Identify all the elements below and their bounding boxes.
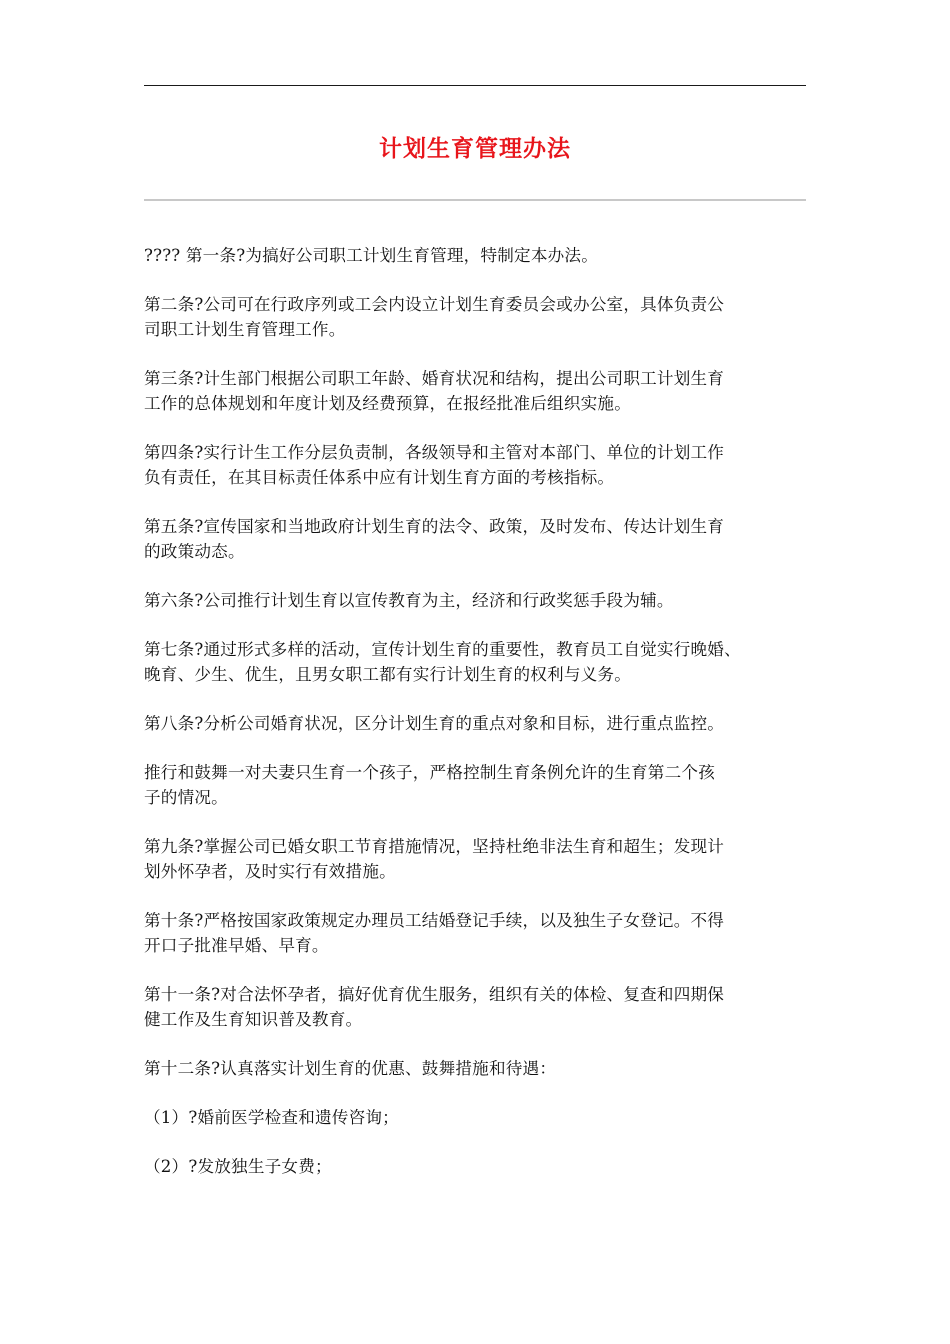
- paragraph-line: 第八条?分析公司婚育状况，区分计划生育的重点对象和目标，进行重点监控。: [144, 714, 725, 733]
- paragraph: [144, 834, 812, 884]
- paragraph-line: 晚育、少生、优生，且男女职工都有实行计划生育的权利与义务。: [144, 665, 632, 684]
- paragraph-line: 第三条?计生部门根据公司职工年龄、婚育状况和结构，提出公司职工计划生育: [144, 369, 725, 388]
- paragraph: [144, 366, 812, 416]
- top-rule: [144, 85, 806, 86]
- paragraph-line: 开口子批准早婚、早育。: [144, 936, 329, 955]
- paragraph: [144, 588, 812, 613]
- paragraph-line: 第十一条?对合法怀孕者，搞好优育优生服务，组织有关的体检、复查和四期保: [144, 985, 725, 1004]
- paragraph: [144, 711, 812, 736]
- paragraph: [144, 760, 812, 810]
- paragraph-line: ???? 第一条?为搞好公司职工计划生育管理，特制定本办法。: [144, 246, 599, 265]
- paragraph-line: 的政策动态。: [144, 542, 245, 561]
- paragraph: [144, 243, 812, 268]
- paragraph: [144, 1056, 812, 1081]
- paragraph-line: 第九条?掌握公司已婚女职工节育措施情况，坚持杜绝非法生育和超生；发现计: [144, 837, 725, 856]
- paragraph-line: （2）?发放独生子女费；: [144, 1157, 332, 1176]
- paragraph-line: 第四条?实行计生工作分层负责制，各级领导和主管对本部门、单位的计划工作: [144, 443, 725, 462]
- paragraph: [144, 440, 812, 490]
- paragraph: [144, 514, 812, 564]
- paragraph-line: 子的情况。: [144, 788, 228, 807]
- paragraph-line: 司职工计划生育管理工作。: [144, 320, 346, 339]
- title-underline-rule: [144, 199, 806, 201]
- paragraph-line: 第十条?严格按国家政策规定办理员工结婚登记手续，以及独生子女登记。不得: [144, 911, 725, 930]
- document-title: 计划生育管理办法: [379, 135, 571, 162]
- paragraph-line: 第二条?公司可在行政序列或工会内设立计划生育委员会或办公室，具体负责公: [144, 295, 725, 314]
- paragraph: [144, 1105, 812, 1130]
- paragraph-line: 第五条?宣传国家和当地政府计划生育的法令、政策，及时发布、传达计划生育: [144, 517, 725, 536]
- document-body: [144, 243, 812, 1203]
- paragraph-line: （1）?婚前医学检查和遗传咨询；: [144, 1108, 399, 1127]
- paragraph: [144, 982, 812, 1032]
- paragraph-line: 健工作及生育知识普及教育。: [144, 1010, 363, 1029]
- paragraph: [144, 637, 812, 687]
- paragraph: [144, 908, 812, 958]
- paragraph: [144, 1154, 812, 1179]
- paragraph: [144, 292, 812, 342]
- paragraph-line: 划外怀孕者，及时实行有效措施。: [144, 862, 396, 881]
- paragraph-line: 第六条?公司推行计划生育以宣传教育为主，经济和行政奖惩手段为辅。: [144, 591, 674, 610]
- paragraph-line: 推行和鼓舞一对夫妻只生育一个孩子，严格控制生育条例允许的生育第二个孩: [144, 763, 715, 782]
- paragraph-line: 负有责任，在其目标责任体系中应有计划生育方面的考核指标。: [144, 468, 615, 487]
- paragraph-line: 第七条?通过形式多样的活动，宣传计划生育的重要性，教育员工自觉实行晚婚、: [144, 640, 741, 659]
- paragraph-line: 工作的总体规划和年度计划及经费预算，在报经批准后组织实施。: [144, 394, 632, 413]
- paragraph-line: 第十二条?认真落实计划生育的优惠、鼓舞措施和待遇：: [144, 1059, 557, 1078]
